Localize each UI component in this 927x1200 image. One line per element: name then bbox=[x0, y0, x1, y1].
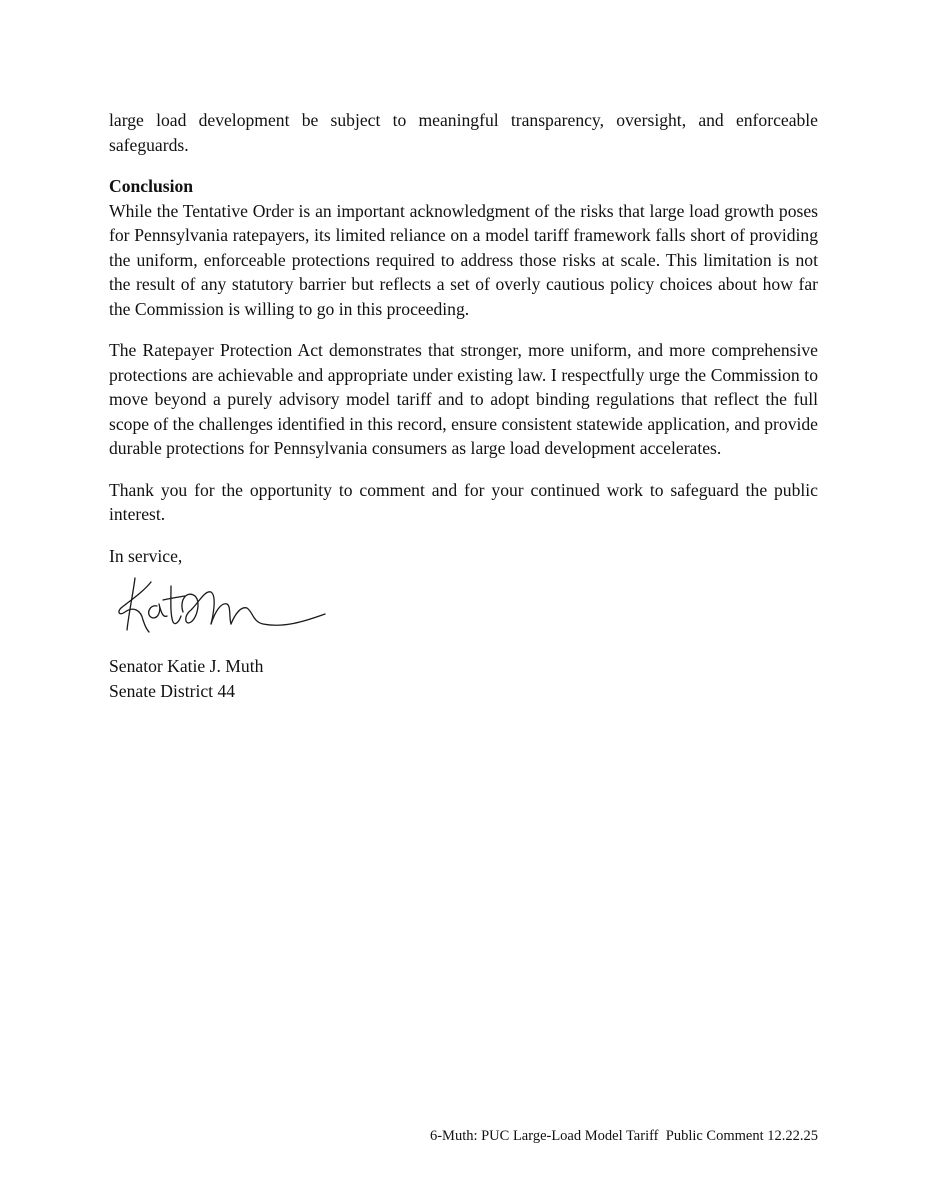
conclusion-heading: Conclusion bbox=[109, 176, 194, 196]
signer-district: Senate District 44 bbox=[109, 680, 236, 701]
continuation-paragraph: large load development be subject to meaningful transparency, oversight, and enforceable safeguards. bbox=[109, 110, 818, 155]
thank-you-paragraph: Thank you for the opportunity to comment and for your continued work to safeguard the public interest. bbox=[109, 479, 818, 524]
handwritten-signature bbox=[113, 572, 333, 642]
page-footer: 6-Muth: PUC Large-Load Model Tariff Public Comment 12.22.25 bbox=[429, 1128, 818, 1144]
conclusion-paragraph-2: The Ratepayer Protection Act demonstrates that stronger, more uniform, and more comprehensive protections are achievable and appropriate under existing law. I respectfully urge the Commission to move beyond a purely advisory model tariff and to adopt binding regulations that reflect the full scope of the challenges identified in this record, ensure consistent statewide application, and provide durable protections for Pennsylvania consumers as large load development accelerates. bbox=[109, 340, 818, 458]
closing-salutation: In service, bbox=[109, 545, 183, 566]
signer-name: Senator Katie J. Muth bbox=[109, 656, 264, 676]
letter-body bbox=[109, 108, 818, 703]
conclusion-paragraph-1: While the Tentative Order is an important acknowledgment of the risks that large load growth poses for Pennsylvania ratepayers, its limited reliance on a model tariff framework falls short of providing the uniform, enforceable protections required to address those risks at scale. This limitation is not the result of any statutory barrier but reflects a set of overly cautious policy choices about how far the Commission is willing to go in this proceeding. bbox=[109, 200, 818, 319]
